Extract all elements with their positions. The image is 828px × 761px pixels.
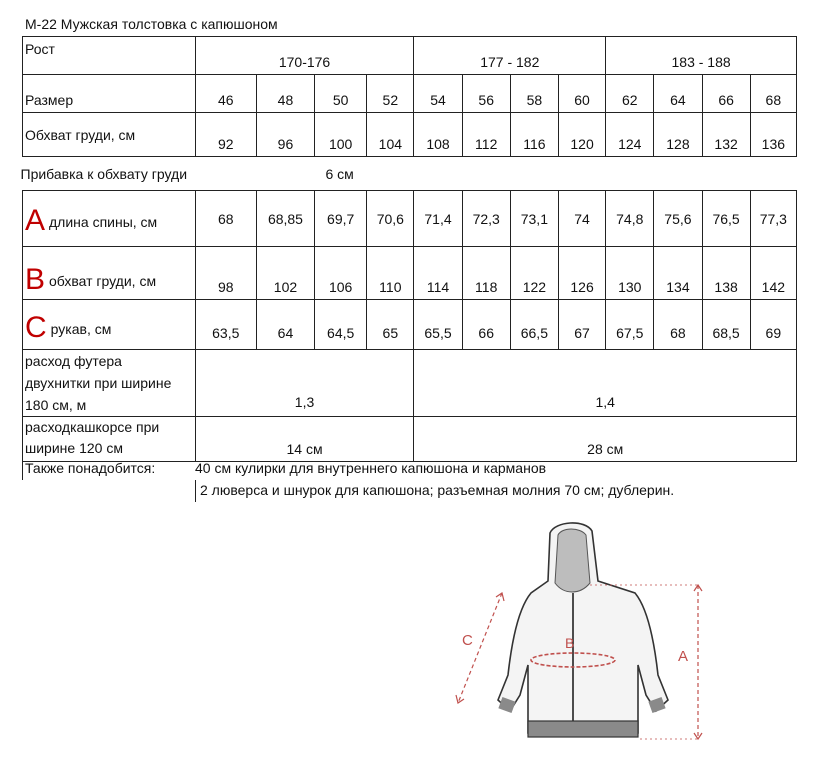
- chest-cell: 136: [750, 113, 796, 157]
- a-cell: 74,8: [606, 191, 654, 247]
- divider: [22, 458, 23, 480]
- allowance-row: [23, 157, 797, 191]
- height-group: 170-176: [195, 37, 414, 75]
- size-cell: 68: [750, 75, 796, 113]
- hoodie-illustration: [440, 515, 710, 747]
- row-b-label: обхват груди, см: [49, 273, 157, 289]
- chest-cell: 104: [367, 113, 414, 157]
- label-b: B: [565, 635, 575, 651]
- height-label: Рост: [23, 37, 196, 75]
- a-cell: 74: [558, 191, 605, 247]
- row-a-label: длина спины, см: [49, 213, 158, 230]
- rib-value: 28 см: [414, 417, 797, 462]
- c-cell: 69: [750, 300, 796, 350]
- b-cell: 142: [750, 247, 796, 300]
- c-cell: 64: [256, 300, 314, 350]
- rib-label-line: ширине 120 см: [25, 440, 123, 456]
- chest-cell: 92: [195, 113, 256, 157]
- also-needed: [25, 460, 547, 476]
- a-cell: 77,3: [750, 191, 796, 247]
- a-cell: 70,6: [367, 191, 414, 247]
- fabric-label-line: двухнитки при ширине: [25, 375, 172, 391]
- height-group: 177 - 182: [414, 37, 606, 75]
- c-cell: 63,5: [195, 300, 256, 350]
- b-cell: 106: [315, 247, 367, 300]
- allowance-label: Прибавка к обхвату груди: [20, 166, 188, 182]
- c-cell: 65: [367, 300, 414, 350]
- c-cell: 65,5: [414, 300, 462, 350]
- fabric-row: [23, 350, 797, 417]
- size-row: [23, 75, 797, 113]
- size-label: Размер: [23, 75, 196, 113]
- c-cell: 66: [462, 300, 510, 350]
- letter-c: C: [25, 311, 47, 344]
- size-cell: 48: [256, 75, 314, 113]
- c-cell: 68: [654, 300, 702, 350]
- size-cell: 60: [558, 75, 605, 113]
- allowance-value: 6 см: [325, 166, 354, 182]
- a-cell: 76,5: [702, 191, 750, 247]
- b-cell: 102: [256, 247, 314, 300]
- chest-cell: 100: [315, 113, 367, 157]
- b-cell: 134: [654, 247, 702, 300]
- height-group: 183 - 188: [606, 37, 797, 75]
- size-cell: 46: [195, 75, 256, 113]
- rib-label-line: расходкашкорсе при: [25, 419, 160, 435]
- b-cell: 122: [510, 247, 558, 300]
- fabric-label-line: расход футера: [25, 353, 122, 369]
- size-chart-table: [22, 36, 797, 462]
- hood-opening: [555, 529, 590, 592]
- fabric-value: 1,4: [414, 350, 797, 417]
- size-cell: 64: [654, 75, 702, 113]
- fabric-label-line: 180 см, м: [25, 397, 87, 413]
- b-cell: 110: [367, 247, 414, 300]
- row-a: [23, 191, 797, 247]
- also-line-2: 2 люверса и шнурок для капюшона; разъемная молния 70 см; дублерин.: [200, 482, 675, 498]
- row-b: [23, 247, 797, 300]
- chest-cell: 124: [606, 113, 654, 157]
- a-cell: 68: [195, 191, 256, 247]
- document-title: М-22 Мужская толстовка с капюшоном: [25, 16, 278, 32]
- row-c: [23, 300, 797, 350]
- b-cell: 118: [462, 247, 510, 300]
- a-cell: 75,6: [654, 191, 702, 247]
- chest-cell: 96: [256, 113, 314, 157]
- c-cell: 66,5: [510, 300, 558, 350]
- c-cell: 67: [558, 300, 605, 350]
- chest-label: Обхват груди, см: [23, 113, 196, 157]
- chest-row: [23, 113, 797, 157]
- size-cell: 50: [315, 75, 367, 113]
- chest-cell: 132: [702, 113, 750, 157]
- fabric-label: [23, 350, 196, 417]
- chest-cell: 128: [654, 113, 702, 157]
- row-c-label: рукав, см: [50, 321, 112, 337]
- rib-label: [23, 417, 196, 462]
- c-cell: 68,5: [702, 300, 750, 350]
- b-cell: 130: [606, 247, 654, 300]
- b-cell: 138: [702, 247, 750, 300]
- size-cell: 66: [702, 75, 750, 113]
- c-cell: 64,5: [315, 300, 367, 350]
- height-row: [23, 37, 797, 75]
- also-label: Также понадобится:: [25, 460, 156, 476]
- fabric-value: 1,3: [195, 350, 414, 417]
- chest-cell: 116: [510, 113, 558, 157]
- c-cell: 67,5: [606, 300, 654, 350]
- a-cell: 72,3: [462, 191, 510, 247]
- label-c: C: [462, 632, 473, 649]
- size-cell: 54: [414, 75, 462, 113]
- size-cell: 62: [606, 75, 654, 113]
- label-a: A: [678, 648, 689, 665]
- b-cell: 126: [558, 247, 605, 300]
- a-cell: 68,85: [256, 191, 314, 247]
- size-cell: 56: [462, 75, 510, 113]
- rib-row: [23, 417, 797, 462]
- divider: [195, 480, 196, 502]
- also-line-1: 40 см кулирки для внутреннего капюшона и карманов: [195, 460, 547, 476]
- chest-cell: 120: [558, 113, 605, 157]
- size-cell: 58: [510, 75, 558, 113]
- a-cell: 69,7: [315, 191, 367, 247]
- size-cell: 52: [367, 75, 414, 113]
- chest-cell: 108: [414, 113, 462, 157]
- b-cell: 114: [414, 247, 462, 300]
- letter-a: A: [25, 203, 46, 237]
- bottom-rib: [528, 721, 638, 737]
- a-cell: 71,4: [414, 191, 462, 247]
- b-cell: 98: [195, 247, 256, 300]
- letter-b: B: [25, 263, 46, 296]
- a-cell: 73,1: [510, 191, 558, 247]
- chest-cell: 112: [462, 113, 510, 157]
- rib-value: 14 см: [195, 417, 414, 462]
